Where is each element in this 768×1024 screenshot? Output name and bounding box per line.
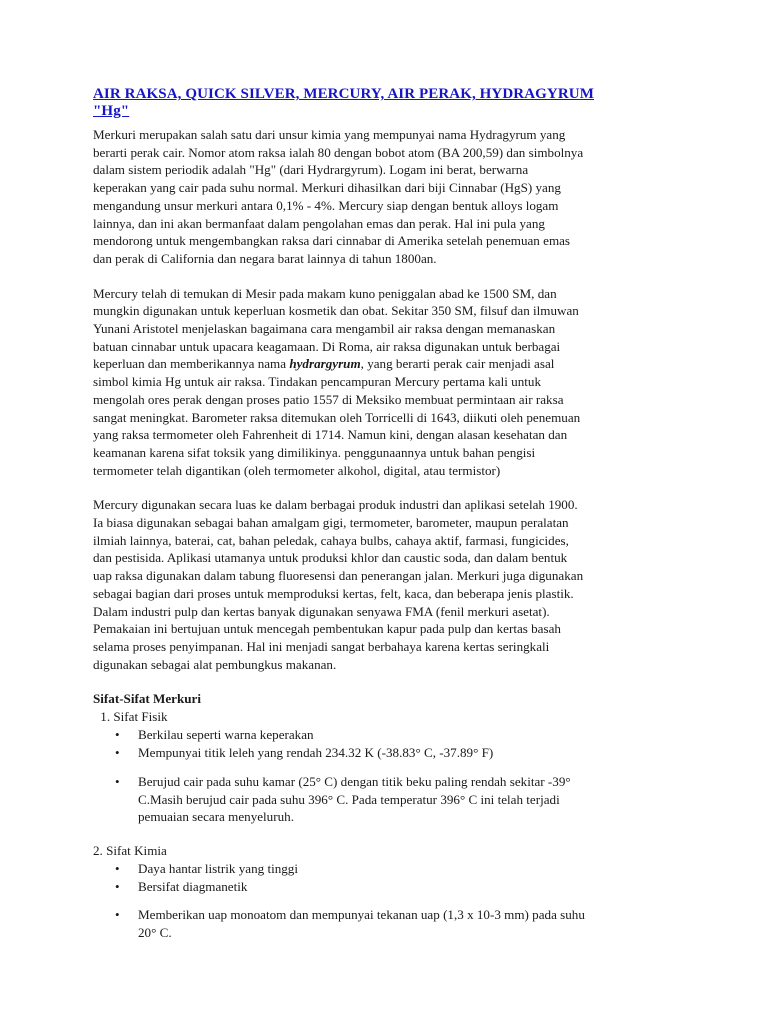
- text-line: lainnya, dan ini akan bermanfaat dalam pengolahan emas dan perak. Hal ini pula yang: [93, 215, 545, 231]
- list-item: [115, 744, 691, 762]
- text-line: uap raksa digunakan dalam tabung fluoresensi dan penerangan jalan. Merkuri juga digunakan: [93, 568, 584, 584]
- list-item-text: Memberikan uap monoatom dan mempunyai tekanan uap (1,3 x 10-3 mm) pada suhu: [138, 907, 585, 923]
- list-item-text: Bersifat diagmanetik: [138, 878, 248, 894]
- list-item-text: 20° C.: [138, 925, 172, 941]
- title-line-2[interactable]: "Hg": [93, 103, 130, 119]
- bullet-list-physical: [93, 726, 691, 826]
- text-line: simbol kimia Hg untuk air raksa. Tindakan pencampuran Mercury pertama kali untuk: [93, 374, 541, 390]
- paragraph-uses: [93, 496, 691, 673]
- subsection-heading-chemical: 2. Sifat Kimia: [93, 842, 167, 858]
- bullet-icon: •: [115, 745, 120, 761]
- list-item-text: C.Masih berujud cair pada suhu 396° C. Pada temperatur 396° C ini telah terjadi: [138, 791, 560, 807]
- document-page: [93, 86, 691, 942]
- text-line-with-emphasis: [93, 355, 691, 373]
- list-item-text: pemuaian secara menyeluruh.: [138, 809, 294, 825]
- bullet-icon: •: [115, 860, 120, 876]
- list-item-text: Mempunyai titik leleh yang rendah 234.32 K (-38.83° C, -37.89° F): [138, 745, 494, 761]
- text-line: keperakan yang cair pada suhu normal. Merkuri dihasilkan dari biji Cinnabar (HgS) yang: [93, 180, 561, 196]
- text-line: mungkin digunakan untuk keperluan kosmetik dan obat. Sekitar 350 SM, filsuf dan ilmuwan: [93, 303, 579, 319]
- text-line: mengandung unsur merkuri antara 0,1% - 4%. Mercury siap dengan bentuk alloys logam: [93, 197, 559, 213]
- emphasis-hydrargyrum: hydrargyrum: [289, 356, 361, 372]
- text-line: digunakan sebagai alat pembungkus makanan.: [93, 656, 337, 672]
- text-line: termometer telah digantikan (oleh termometer alkohol, digital, atau termistor): [93, 462, 501, 478]
- document-title[interactable]: [93, 86, 691, 120]
- text-line: sangat meningkat. Barometer raksa ditemukan oleh Torricelli di 1643, diikuti oleh penemuan: [93, 409, 581, 425]
- text-line: sebagai bagian dari proses untuk memproduksi kertas, felt, kaca, dan beberapa jenis plastik.: [93, 585, 574, 601]
- text-line: keamanan karena sifat toksik yang dimilikinya. penggunaannya untuk bahan pengisi: [93, 444, 536, 460]
- text-line: Yunani Aristotel menjelaskan bagaimana cara mengambil air raksa dengan memanaskan: [93, 321, 556, 337]
- text-segment: , yang berarti perak cair menjadi asal: [360, 356, 555, 372]
- text-line: selama proses penyimpanan. Hal ini menjadi sangat berbahaya karena kertas seringkali: [93, 638, 550, 654]
- list-item-text: Daya hantar listrik yang tinggi: [138, 860, 298, 876]
- text-line: dan perak di California dan negara barat lainnya di tahun 1800an.: [93, 250, 437, 266]
- section-heading: Sifat-Sifat Merkuri: [93, 691, 202, 707]
- bullet-icon: •: [115, 907, 120, 923]
- text-line: mendorong untuk mengembangkan raksa dari cinnabar di Amerika setelah penemuan emas: [93, 233, 571, 249]
- spacer: [93, 826, 691, 842]
- subsection-heading-physical: 1. Sifat Fisik: [97, 709, 168, 725]
- text-line: Mercury digunakan secara luas ke dalam berbagai produk industri dan aplikasi setelah 1900.: [93, 497, 578, 513]
- text-line: Mercury telah di temukan di Mesir pada makam kuno peniggalan abad ke 1500 SM, dan: [93, 285, 557, 301]
- text-line: mengolah ores perak dengan proses patio 1557 di Meksiko membuat permintaan air raksa: [93, 391, 564, 407]
- text-line: Merkuri merupakan salah satu dari unsur kimia yang mempunyai nama Hydragyrum yang: [93, 127, 566, 142]
- bullet-icon: •: [115, 878, 120, 894]
- text-line: Pemakaian ini bertujuan untuk mencegah pembentukan kapur pada pulp dan kertas basah: [93, 621, 561, 637]
- text-segment: keperluan dan memberikannya nama: [93, 356, 290, 372]
- text-line: Ia biasa digunakan sebagai bahan amalgam gigi, termometer, barometer, maupun peralatan: [93, 515, 569, 531]
- list-item-text: Berujud cair pada suhu kamar (25° C) dengan titik beku paling rendah sekitar -39°: [138, 773, 571, 789]
- text-line: dan pestisida. Aplikasi utamanya untuk produksi khlor dan caustic soda, dan dalam bentuk: [93, 550, 568, 566]
- list-item: [115, 860, 691, 878]
- text-line: berarti perak cair. Nomor atom raksa ialah 80 dengan bobot atom (BA 200,59) dan simbolnya: [93, 144, 584, 160]
- title-line-1[interactable]: AIR RAKSA, QUICK SILVER, MERCURY, AIR PERAK, HYDRAGYRUM: [93, 86, 594, 102]
- bullet-icon: •: [115, 727, 120, 743]
- list-item: [115, 878, 691, 896]
- text-line: ilmiah lainnya, baterai, cat, bahan peledak, cahaya bulbs, cahaya aktif, farmasi, fungicides,: [93, 532, 569, 548]
- paragraph-history: [93, 285, 691, 480]
- bullet-icon: •: [115, 773, 120, 789]
- list-item-text: Berkilau seperti warna keperakan: [138, 727, 314, 743]
- list-item: [115, 906, 691, 941]
- bullet-list-chemical: [93, 860, 691, 942]
- text-line: yang raksa termometer oleh Fahrenheit di 1714. Namun kini, dengan alasan kesehatan dan: [93, 427, 568, 443]
- text-line: Dalam industri pulp dan kertas banyak digunakan senyawa FMA (fenil merkuri asetat).: [93, 603, 550, 619]
- text-line: batuan cinnabar untuk upacara keagamaan. Di Roma, air raksa digunakan untuk berbagai: [93, 338, 561, 354]
- paragraph-intro: [93, 126, 691, 268]
- list-item: [115, 773, 691, 826]
- text-line: dalam sistem periodik adalah "Hg" (dari Hydrargyrum). Logam ini berat, berwarna: [93, 162, 529, 178]
- list-item: [115, 726, 691, 744]
